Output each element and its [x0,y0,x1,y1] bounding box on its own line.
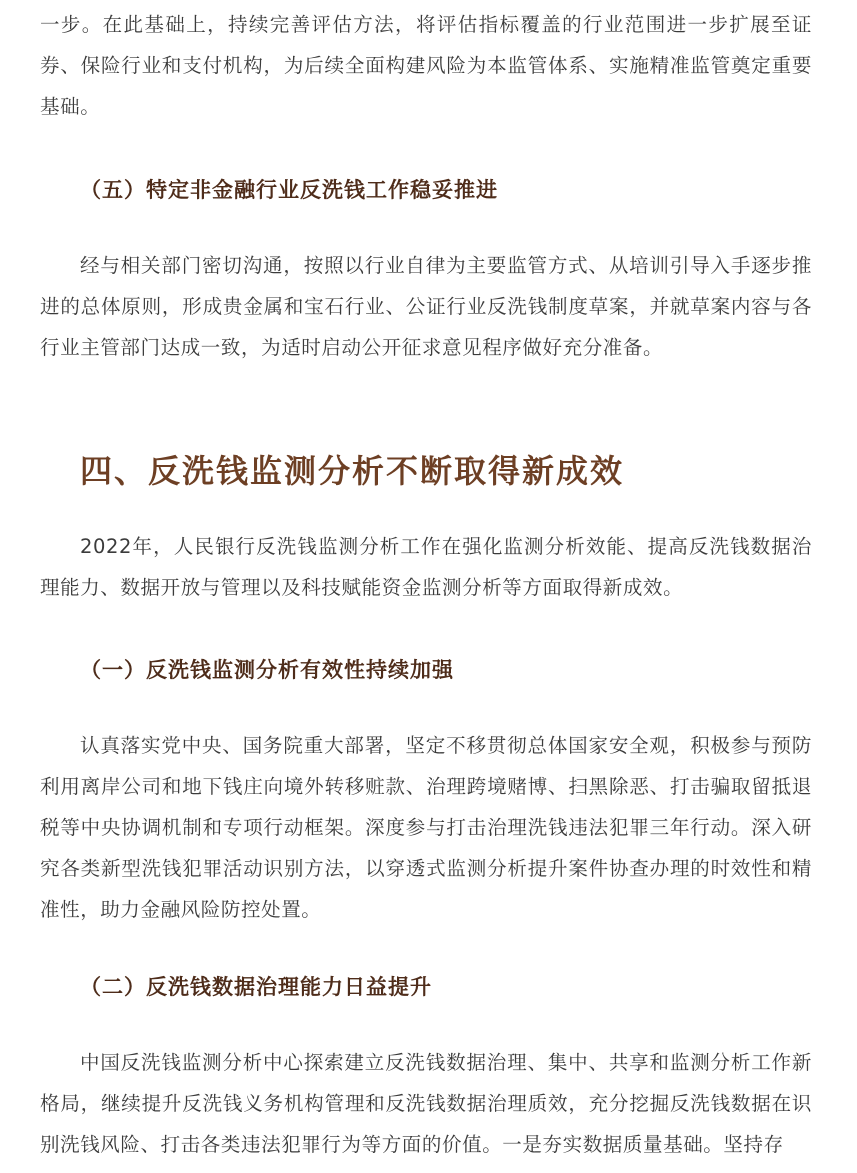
subheading-data-governance: （二）反洗钱数据治理能力日益提升 [80,975,432,999]
paragraph-data-governance: 中国反洗钱监测分析中心探索建立反洗钱数据治理、集中、共享和监测分析工作新格局，继续提升反洗钱义务机构管理和反洗钱数据治理质效，充分挖掘反洗钱数据在识别洗钱风险、打击各类违法犯罪行为等方面的价值。一是夯实数据质量基础。坚持存 [40,1051,812,1156]
paragraph-monitoring-effectiveness: 认真落实党中央、国务院重大部署，坚定不移贯彻总体国家安全观，积极参与预防利用离岸公司和地下钱庄向境外转移赃款、治理跨境赌博、扫黑除恶、打击骗取留抵退税等中央协调机制和专项行动框架。深度参与打击治理洗钱违法犯罪三年行动。深入研究各类新型洗钱犯罪活动识别方法，以穿透式监测分析提升案件协查办理的时效性和精准性，助力金融风险防控处置。 [40,734,812,921]
subheading-monitoring-effectiveness: （一）反洗钱监测分析有效性持续加强 [80,658,454,682]
subheading-nonfinancial-sector: （五）特定非金融行业反洗钱工作稳妥推进 [80,178,498,202]
paragraph-nonfinancial-sector: 经与相关部门密切沟通，按照以行业自律为主要监管方式、从培训引导入手逐步推进的总体原则，形成贵金属和宝石行业、公证行业反洗钱制度草案，并就草案内容与各行业主管部门达成一致，为适时启动公开征求意见程序做好充分准备。 [40,254,812,359]
paragraph-risk-assessment-continuation: 一步。在此基础上，持续完善评估方法，将评估指标覆盖的行业范围进一步扩展至证券、保险行业和支付机构，为后续全面构建风险为本监管体系、实施精准监管奠定重要基础。 [40,13,812,118]
section-title-monitoring-analysis: 四、反洗钱监测分析不断取得新成效 [80,452,625,490]
paragraph-section-intro: 2022年，人民银行反洗钱监测分析工作在强化监测分析效能、提高反洗钱数据治理能力、数据开放与管理以及科技赋能资金监测分析等方面取得新成效。 [40,535,812,599]
